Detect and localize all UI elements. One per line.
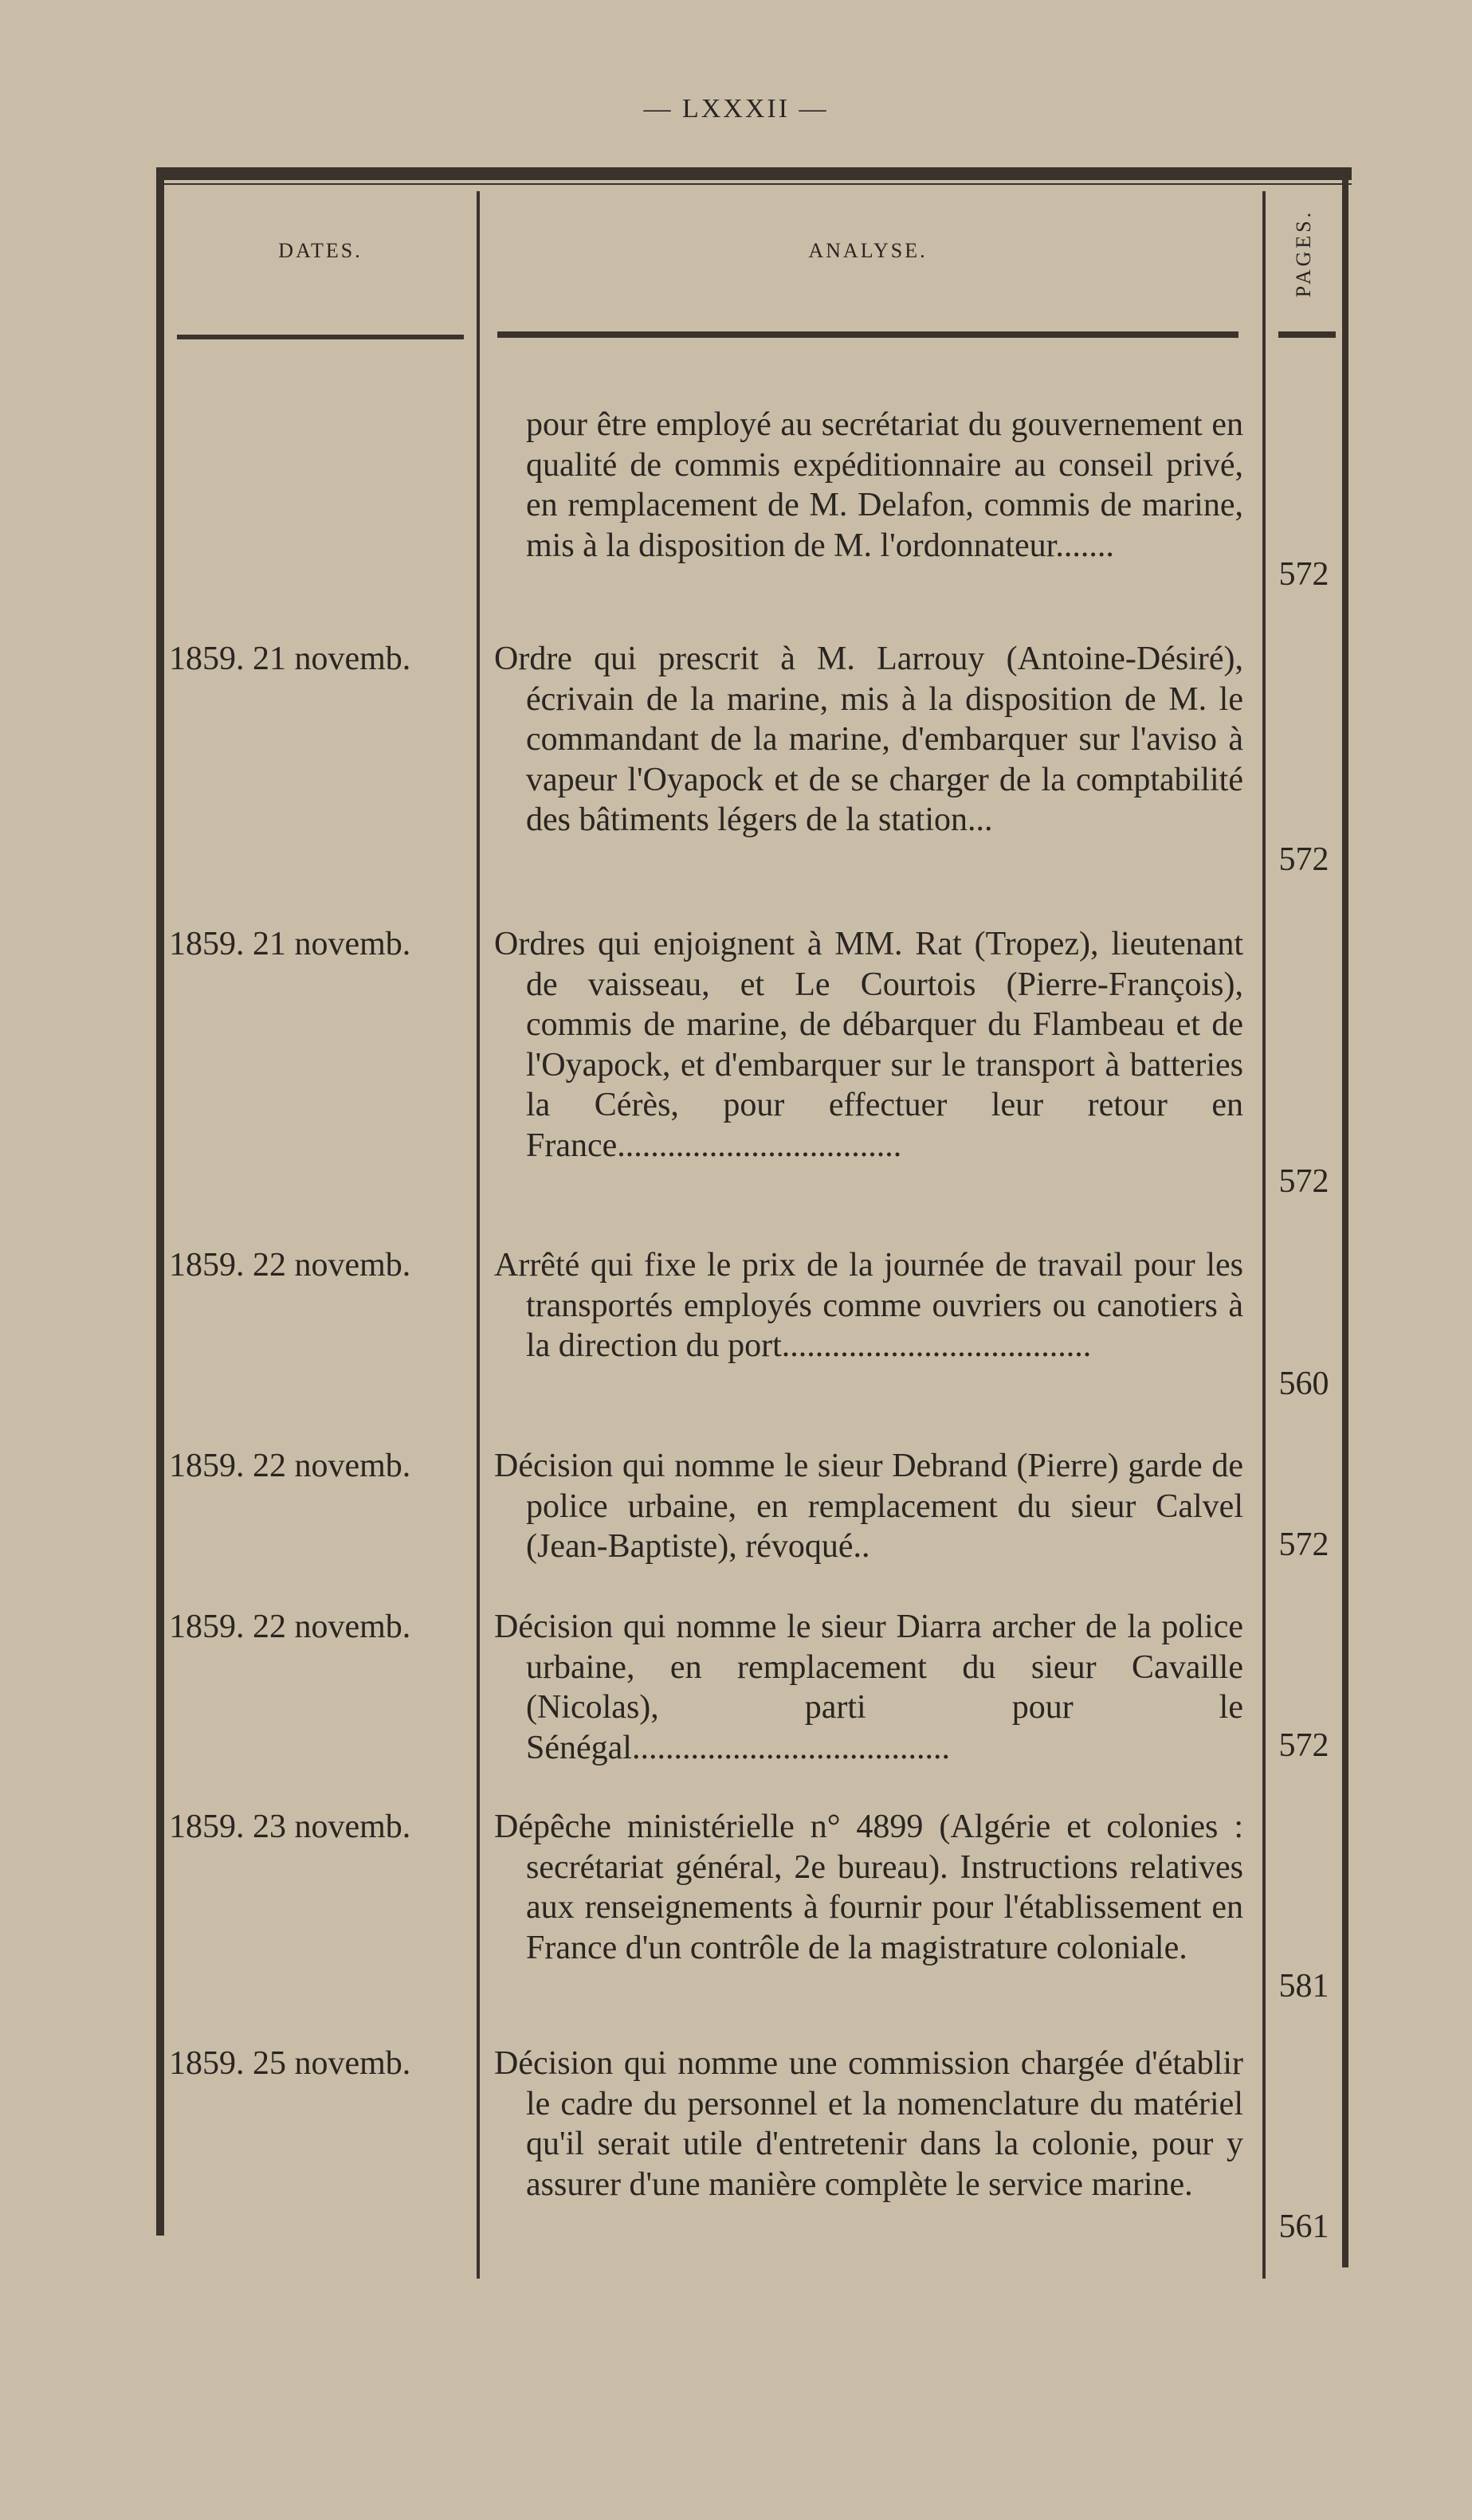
entry-date: 1859. 22 novemb. [169, 1247, 411, 1284]
column-divider-pages [1262, 191, 1266, 2279]
dates-header-rule [177, 335, 464, 339]
entry-page: 561 [1278, 2208, 1329, 2245]
entry-analysis: pour être employé au secrétariat du gouvernement en qualité de commis expéditionnaire au conseil privé, en remplacement de M. Delafon, commis de marine, mis à la disposition de M. l'ordonnateur....... [526, 406, 1243, 564]
entry-page: 560 [1278, 1366, 1329, 1402]
table-right-border [1342, 180, 1348, 2267]
entry-analysis: Ordre qui prescrit à M. Larrouy (Antoine-Désiré), écrivain de la marine, mis à la disposition de M. le commandant de la marine, d'embarquer sur l'aviso à vapeur l'Oyapock et de se charger de la comptabilité des bâtiments légers de la station... [494, 641, 1243, 838]
entry-analysis: Arrêté qui fixe le prix de la journée de travail pour les transportés employés comme ouvriers ou canotiers à la direction du port..................................... [494, 1247, 1243, 1364]
entry-analysis: Dépêche ministérielle n° 4899 (Algérie et colonies : secrétariat général, 2e bureau). Instructions relatives aux renseignements à fournir pour l'établissement en France d'un contrôle de la magistrature coloniale. [494, 1809, 1243, 1966]
entry-date: 1859. 25 novemb. [169, 2045, 411, 2082]
pages-header-rule [1278, 331, 1336, 338]
analysis-header-rule [497, 331, 1238, 338]
entry-analysis: Décision qui nomme le sieur Debrand (Pierre) garde de police urbaine, en remplacement du sieur Calvel (Jean-Baptiste), révoqué.. [494, 1448, 1243, 1565]
entry-page: 572 [1278, 556, 1329, 593]
entry-analysis: Décision qui nomme le sieur Diarra archer de la police urbaine, en remplacement du sieur Cavaille (Nicolas), parti pour le Sénégal...................................... [494, 1609, 1243, 1766]
entry-page: 581 [1278, 1968, 1329, 2005]
entry-date: 1859. 23 novemb. [169, 1809, 411, 1845]
entry-analysis: Décision qui nomme une commission chargée d'établir le cadre du personnel et la nomenclature du matériel qu'il serait utile d'entretenir dans la colonie, pour y assurer d'une manière complète le service marine. [494, 2045, 1243, 2203]
column-header-pages: PAGES. [1292, 209, 1315, 298]
entry-page: 572 [1278, 841, 1329, 878]
entry-analysis: Ordres qui enjoignent à MM. Rat (Tropez), lieutenant de vaisseau, et Le Courtois (Pierre-François), commis de marine, de débarquer du Flambeau et de l'Oyapock, et d'embarquer sur le transport à batteries la Cérès, pour effectuer leur retour en France.................................. [494, 926, 1243, 1164]
column-divider-dates [477, 191, 480, 2279]
entry-page: 572 [1278, 1163, 1329, 1200]
table-left-border [156, 180, 164, 2236]
entry-date: 1859. 22 novemb. [169, 1609, 411, 1645]
entry-page: 572 [1278, 1727, 1329, 1764]
page-number-header: — LXXXII — [643, 94, 829, 123]
column-header-dates: DATES. [278, 239, 363, 262]
entry-date: 1859. 21 novemb. [169, 926, 411, 962]
table-top-rule-thin [156, 183, 1352, 185]
entry-page: 572 [1278, 1527, 1329, 1563]
entry-date: 1859. 22 novemb. [169, 1448, 411, 1484]
table-top-rule [156, 167, 1352, 180]
column-header-analysis: ANALYSE. [808, 239, 928, 262]
entry-date: 1859. 21 novemb. [169, 641, 411, 677]
